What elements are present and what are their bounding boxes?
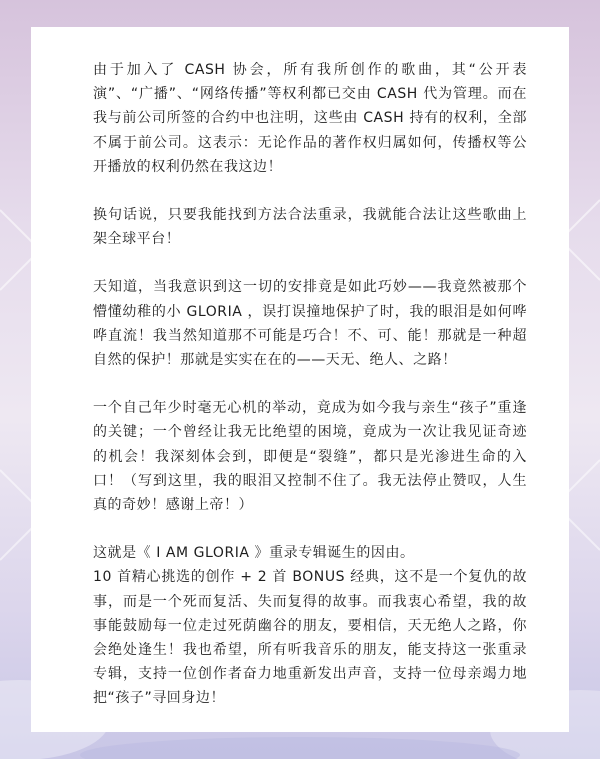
paragraph-protection: 天知道，当我意识到这一切的安排竟是如此巧妙——我竟然被那个懵懂幼稚的小 GLORIA ，误打误撞地保护了时，我的眼泪是如何哗哗直流！我当然知道那不可能是巧合！不、可、能！那就是一种超自然的保护！那就是实实在在的——天无、绝人、之路！: [93, 279, 527, 369]
document-page: [31, 27, 569, 732]
paragraph-album-origin: 这就是《 I AM GLORIA 》重录专辑诞生的因由。: [93, 545, 415, 562]
paragraph-cash-rights: 由于加入了 CASH 协会，所有我所创作的歌曲，其“公开表演”、“广播”、“网络传播”等权利都已交由 CASH 代为管理。而在我与前公司所签的合约中也注明，这些由 CASH 持有的权利，全部不属于前公司。这表示：无论作品的著作权归属如何，传播权等公开播放的权利仍然在我这边！: [93, 62, 527, 175]
paragraph-re-record: 换句话说，只要我能找到方法合法重录，我就能合法让这些歌曲上架全球平台！: [93, 207, 527, 248]
paragraph-album-story: 10 首精心挑选的创作 + 2 首 BONUS 经典，这不是一个复仇的故事，而是一个死而复活、失而复得的故事。而我衷心希望，我的故事能鼓励每一位走过死荫幽谷的朋友，要相信，天无绝人之路，你会绝处逢生！我也希望，所有听我音乐的朋友，能支持这一张重录专辑，支持一位创作者奋力地重新发出声音，支持一位母亲竭力地把“孩子”寻回身边！: [93, 569, 527, 707]
paragraph-miracle: 一个自己年少时毫无心机的举动，竟成为如今我与亲生“孩子”重逢的关键；一个曾经让我无比绝望的困境，竟成为一次让我见证奇迹的机会！我深刻体会到，即便是“裂缝”，都只是光渗进生命的入口！（写到这里，我的眼泪又控制不住了。我无法停止赞叹，人生真的奇妙！感谢上帝！）: [93, 400, 527, 514]
